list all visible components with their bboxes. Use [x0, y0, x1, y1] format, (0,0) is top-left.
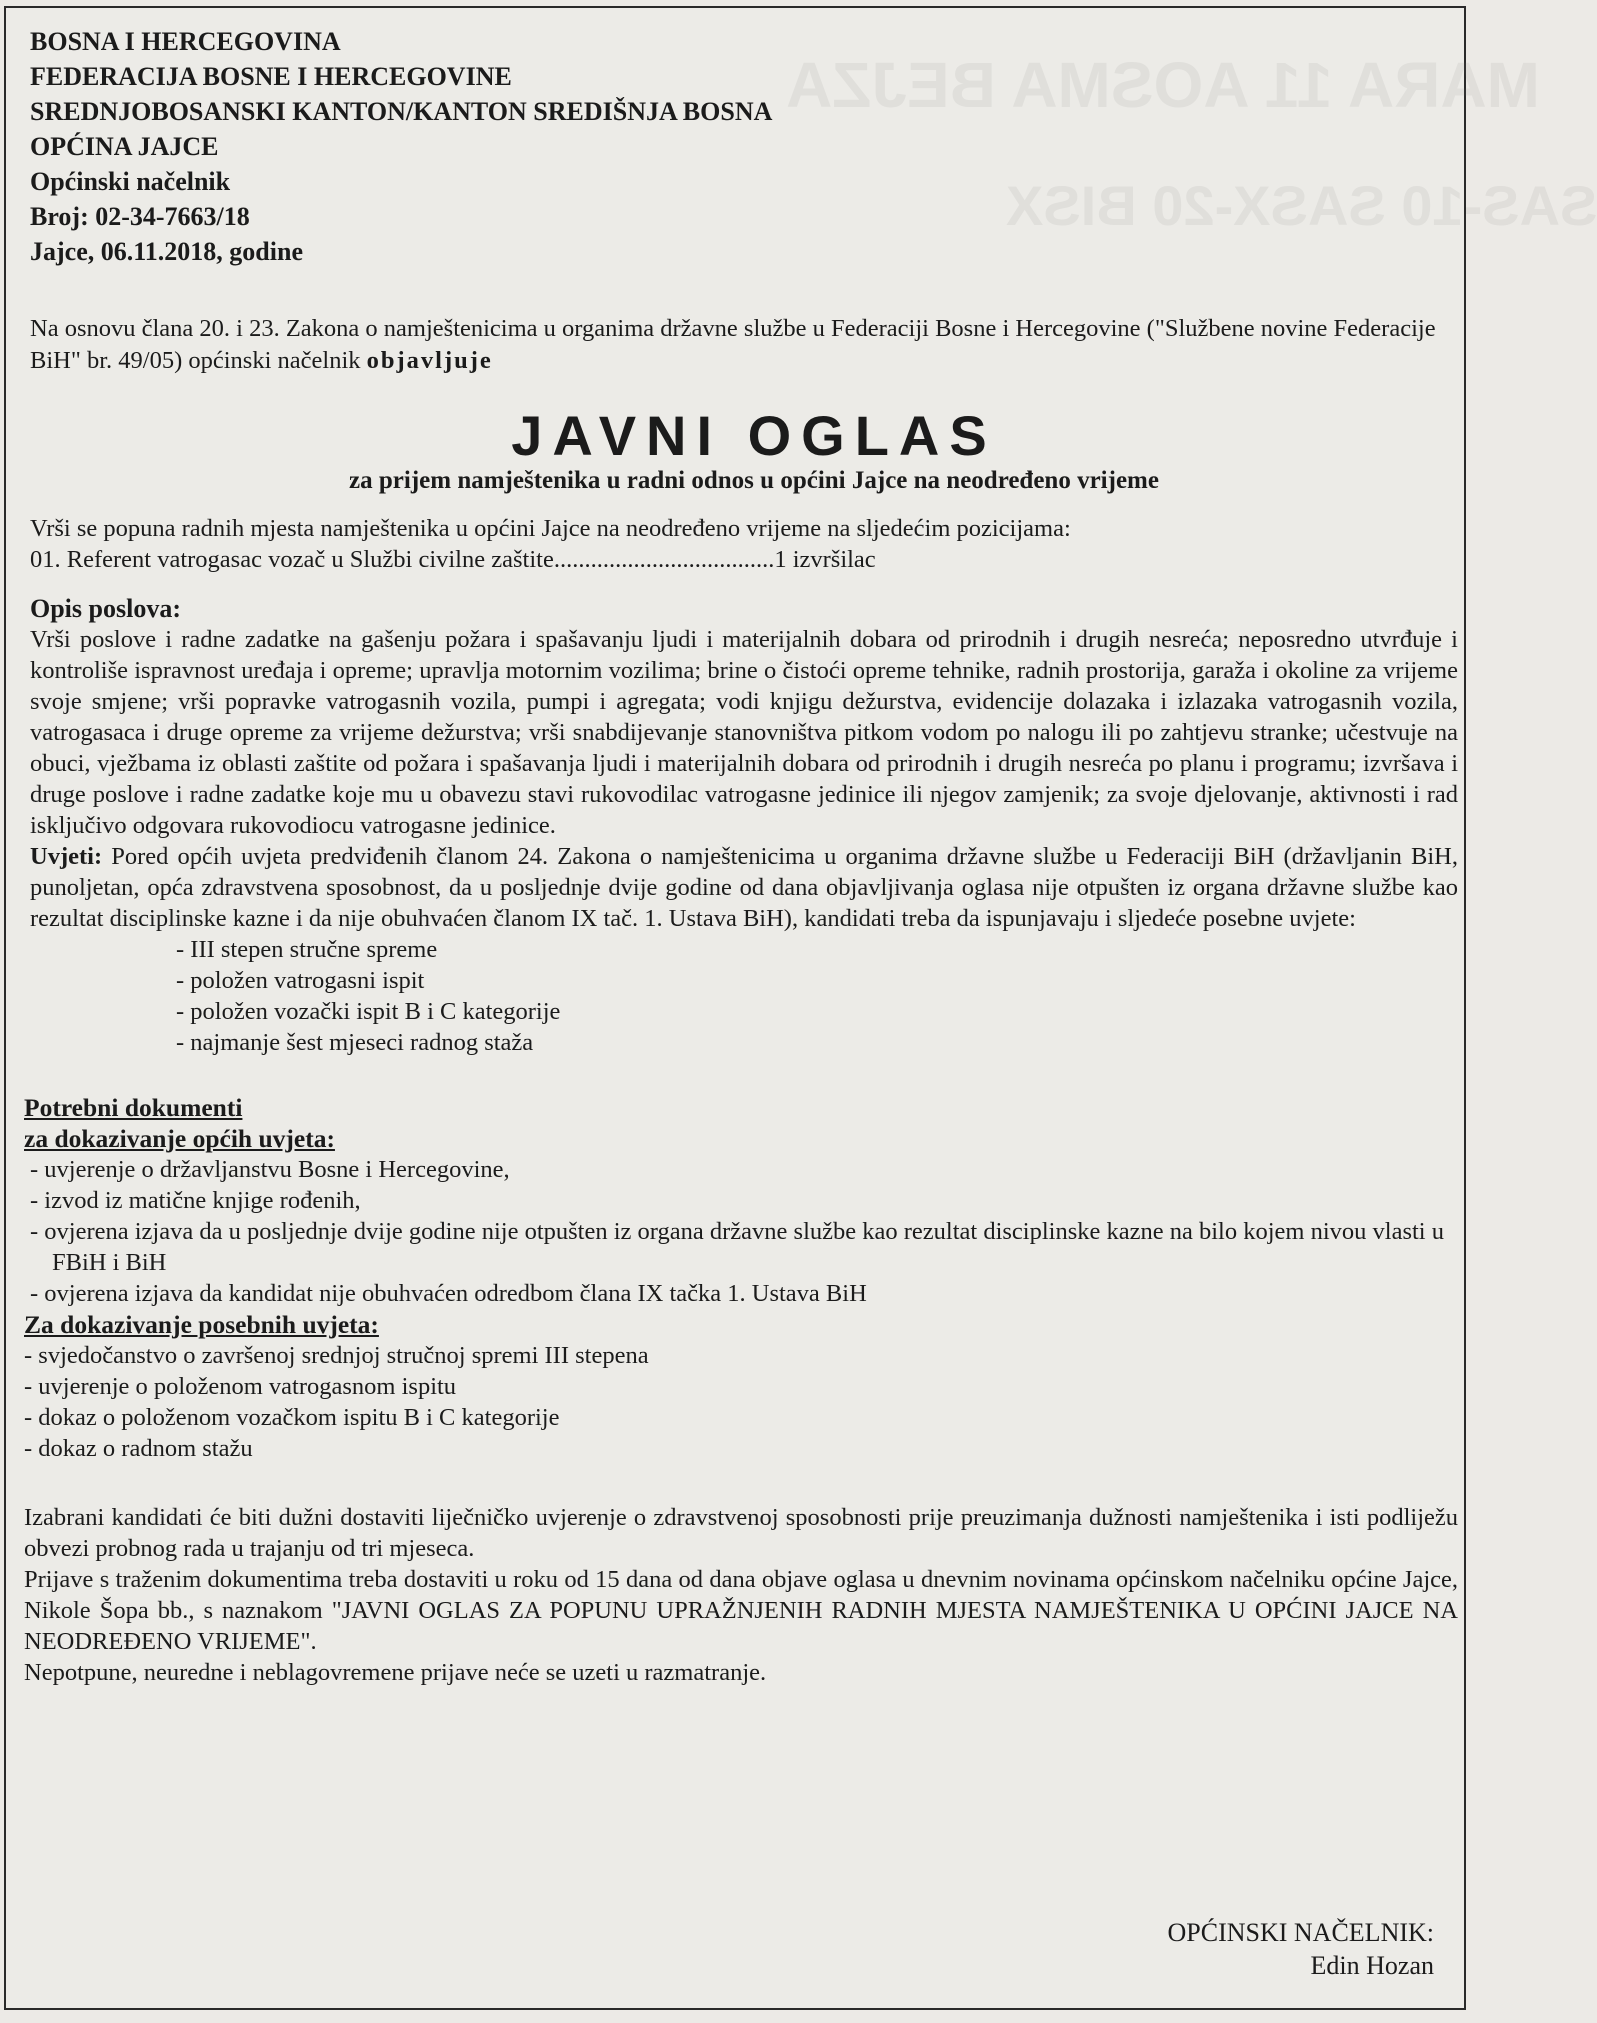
document-body	[24, 20, 1478, 1688]
legal-basis-verb: objavljuje	[366, 347, 493, 374]
documents-section	[24, 1092, 1478, 1464]
signature-title: OPĆINSKI NAČELNIK:	[1167, 1918, 1434, 1947]
job-description-text: Vrši poslove i radne zadatke na gašenju požara i spašavanju ljudi i materijalnih dobara od prirodnih i drugih nesreća; neposredno utvrđuje i kontroliše ispravnost uređaja i opreme; upravlja motornim vozilima; brine o čistoći opreme tehnike, radnih prostorija, garaža i okoline za vrijeme svoje smjene; vrši popravke vatrogasnih vozila, pumpi i agregata; vodi knjigu dežurstva, evidencije dolazaka i izlazaka vatrogasnih vozila, vatrogasaca i druge opreme za vrijeme dežurstva; vrši snabdijevanje stanovništva pitkom vodom po nalogu ili po zahtjevu stranke; učestvuje na obuci, vježbama iz oblasti zaštite od požara i spašavanja ljudi i materijalnih dobara od prirodnih i drugih nesreća po planu i programu; izvršava i druge poslove i radne zadatke koje mu u obavezu stavi rukovodilac vatrogasne jedinice ili njegov zamjenik; za svoje djelovanje, aktivnosti i rad isključivo odgovara rukovodiocu vatrogasne jedinice.	[30, 626, 1458, 839]
conditions-label: Uvjeti:	[30, 843, 103, 870]
special-documents-heading: Za dokazivanje posebnih uvjeta:	[24, 1310, 379, 1339]
document-item: - uvjerenje o državljanstvu Bosne i Hercegovine,	[30, 1156, 510, 1183]
header-reference-number: Broj: 02-34-7663/18	[30, 202, 250, 231]
document-item: - uvjerenje o položenom vatrogasnom ispitu	[24, 1373, 457, 1400]
job-description-section	[30, 593, 1478, 841]
header-office: Općinski načelnik	[30, 167, 231, 196]
document-item: - dokaz o radnom stažu	[24, 1435, 253, 1462]
signature-name: Edin Hozan	[1310, 1951, 1434, 1980]
header-municipality: OPĆINA JAJCE	[30, 132, 219, 161]
medical-certificate-paragraph: Izabrani kandidati će biti dužni dostaviti liječničko uvjerenje o zdravstvenoj sposobnosti prije preuzimanja dužnosti namještenika i isti podliježu obvezi probnog rada u trajanju od tri mjeseca.	[24, 1504, 1458, 1562]
signature-block	[1168, 1916, 1435, 1982]
closing-section	[24, 1502, 1478, 1688]
application-instructions-paragraph: Prijave s traženim dokumentima treba dostaviti u roku od 15 dana od dana objave oglasa u dnevnim novinama općinskom načelniku općine Jajce, Nikole Šopa bb., s naznakom "JAVNI OGLAS ZA POPUNU UPRAŽNJENIH RADNIH MJESTA NAMJEŠTENIKA U OPĆINI JAJCE NA NEODREĐENO VRIJEME".	[24, 1566, 1458, 1655]
conditions-list	[30, 934, 1478, 1058]
conditions-text: Pored općih uvjeta predviđenih članom 24. Zakona o namještenicima u organima državne službe u Federaciji BiH (državljanin BiH, punoljetan, opća zdravstvena sposobnost, da u posljednje dvije godine od dana objavljivanja oglasa nije otpušten iz organa državne službe kao rezultat disciplinske kazne i da nije obuhvaćen članom IX tač. 1. Ustava BiH), kandidati treba da ispunjavaju i sljedeće posebne uvjete:	[30, 843, 1458, 932]
header-federation: FEDERACIJA BOSNE I HERCEGOVINE	[30, 62, 512, 91]
bleed-through-decoration: SAS-10 SASX-20 BISX	[1006, 174, 1597, 237]
document-item: - ovjerena izjava da u posljednje dvije godine nije otpušten iz organa državne službe kao rezultat disciplinske kazne na bilo kojem nivou vlasti u FBiH i BiH	[30, 1218, 1444, 1276]
condition-item: - položen vozački ispit B i C kategorije	[176, 998, 561, 1025]
document-item: - ovjerena izjava da kandidat nije obuhvaćen odredbom člana IX tačka 1. Ustava BiH	[30, 1280, 867, 1307]
header-country: BOSNA I HERCEGOVINA	[30, 27, 341, 56]
legal-basis-text: Na osnovu člana 20. i 23. Zakona o namještenicima u organima državne službe u Federaciji Bosne i Hercegovine ("Službene novine Federacije BiH" br. 49/05) općinski načelnik	[30, 315, 1436, 374]
document-item: - izvod iz matične knjige rođenih,	[30, 1187, 361, 1214]
issuer-header	[30, 24, 1478, 269]
general-documents-heading: za dokazivanje općih uvjeta:	[24, 1124, 335, 1153]
header-canton: SREDNJOBOSANSKI KANTON/KANTON SREDIŠNJA BOSNA	[30, 97, 773, 126]
conditions-paragraph	[30, 841, 1458, 934]
document-item: - dokaz o položenom vozačkom ispitu B i C kategorije	[24, 1404, 560, 1431]
header-date: Jajce, 06.11.2018, godine	[30, 237, 303, 266]
condition-item: - III stepen stručne spreme	[176, 936, 438, 963]
legal-basis-paragraph	[30, 313, 1460, 377]
position-item: 01. Referent vatrogasac vozač u Službi civilne zaštite....................................1 izvršilac	[30, 546, 876, 573]
document-item: - svjedočanstvo o završenoj srednjoj stručnoj spremi III stepena	[24, 1342, 649, 1369]
condition-item: - najmanje šest mjeseci radnog staža	[176, 1029, 534, 1056]
document-frame	[4, 6, 1597, 2010]
notice-subtitle: za prijem namještenika u radni odnos u općini Jajce na neodređeno vrijeme	[349, 467, 1159, 494]
notice-title: JAVNI OGLAS	[511, 404, 997, 467]
positions-section	[30, 513, 1478, 575]
documents-heading: Potrebni dokumenti	[24, 1093, 243, 1122]
positions-intro: Vrši se popuna radnih mjesta namještenika u općini Jajce na neodređeno vrijeme na sljedećim pozicijama:	[30, 515, 1071, 542]
job-description-heading: Opis poslova:	[30, 594, 181, 623]
bleed-through-decoration: MARA 11 AOSMA BEJZA	[786, 49, 1540, 121]
condition-item: - položen vatrogasni ispit	[176, 967, 425, 994]
incomplete-applications-note: Nepotpune, neuredne i neblagovremene prijave neće se uzeti u razmatranje.	[24, 1659, 767, 1686]
